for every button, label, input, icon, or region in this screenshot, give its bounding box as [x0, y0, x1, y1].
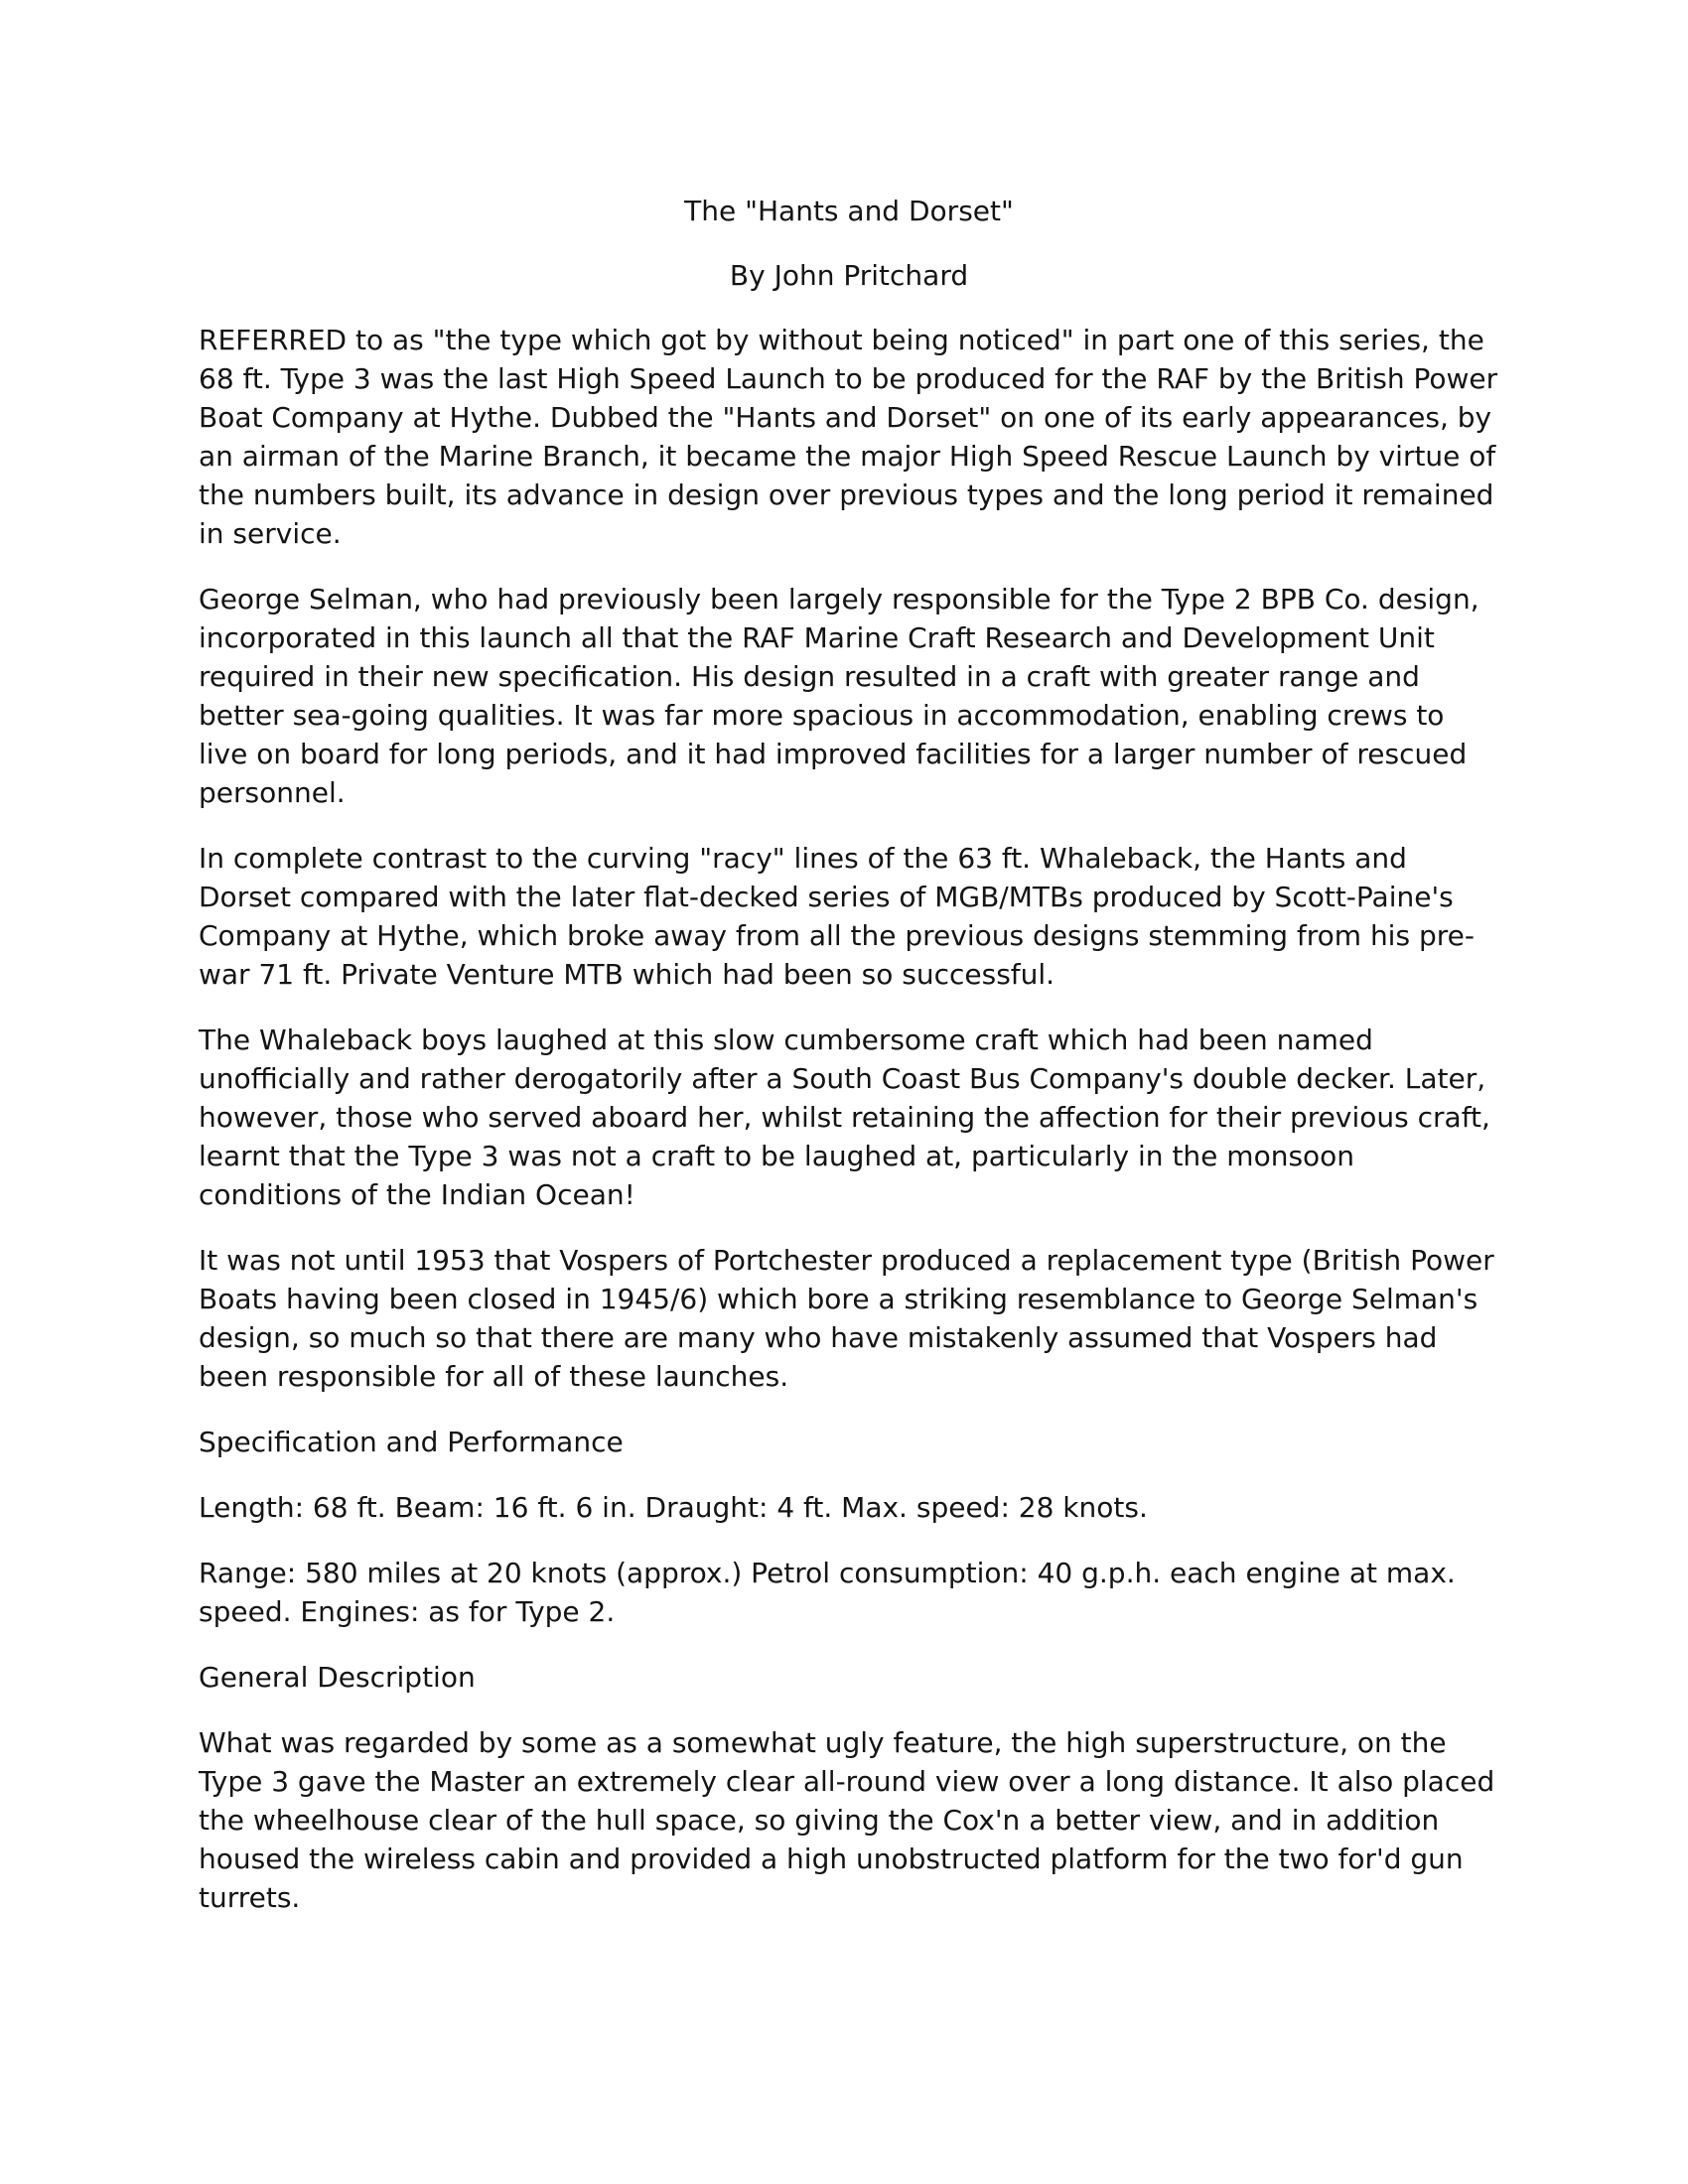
paragraph-range: Range: 580 miles at 20 knots (approx.) Petrol consumption: 40 g.p.h. each engine at max. speed. Engines: as for Type 2. [199, 1557, 1456, 1628]
section-heading-general-description: General Description [199, 1661, 476, 1694]
section-heading-specification: Specification and Performance [199, 1426, 624, 1458]
paragraph-contrast: In complete contrast to the curving "racy" lines of the 63 ft. Whaleback, the Hants and Dorset compared with the later flat-decked series of MGB/MTBs produced by Scott-Paine's Company at Hythe, which broke away from all the previous designs stemming from his pre-war 71 ft. Private Venture MTB which had been so successful. [199, 842, 1475, 991]
paragraph-george-selman: George Selman, who had previously been largely responsible for the Type 2 BPB Co. design, incorporated in this launch all that the RAF Marine Craft Research and Development Unit required in their new specification. His design resulted in a craft with greater range and better sea-going qualities. It was far more spacious in accommodation, enabling crews to live on board for long periods, and it had improved facilities for a larger number of rescued personnel. [199, 583, 1479, 809]
paragraph-dimensions: Length: 68 ft. Beam: 16 ft. 6 in. Draught: 4 ft. Max. speed: 28 knots. [199, 1491, 1148, 1524]
paragraph-superstructure: What was regarded by some as a somewhat ugly feature, the high superstructure, on the Type 3 gave the Master an extremely clear all-round view over a long distance. It also placed the wheelhouse clear of the hull space, so giving the Cox'n a better view, and in addition housed the wireless cabin and provided a high unobstructed platform for the two for'd gun turrets. [199, 1726, 1495, 1914]
paragraph-vospers: It was not until 1953 that Vospers of Portchester produced a replacement type (British Power Boats having been closed in 1945/6) which bore a striking resemblance to George Selman's design, so much so that there are many who have mistakenly assumed that Vospers had been responsible for all of these launches. [199, 1244, 1494, 1393]
document-byline: By John Pritchard [729, 259, 969, 292]
document-body [199, 192, 1499, 1944]
paragraph-whaleback-boys: The Whaleback boys laughed at this slow cumbersome craft which had been named unofficially and rather derogatorily after a South Coast Bus Company's double decker. Later, however, those who served aboard her, whilst retaining the affection for their previous craft, learnt that the Type 3 was not a craft to be laughed at, particularly in the monsoon conditions of the Indian Ocean! [199, 1024, 1490, 1211]
document-title: The "Hants and Dorset" [684, 195, 1014, 227]
paragraph-intro: REFERRED to as "the type which got by without being noticed" in part one of this series, the 68 ft. Type 3 was the last High Speed Launch to be produced for the RAF by the British Power Boat Company at Hythe. Dubbed the "Hants and Dorset" on one of its early appearances, by an airman of the Marine Branch, it became the major High Speed Rescue Launch by virtue of the numbers built, its advance in design over previous types and the long period it remained in service. [199, 324, 1498, 550]
